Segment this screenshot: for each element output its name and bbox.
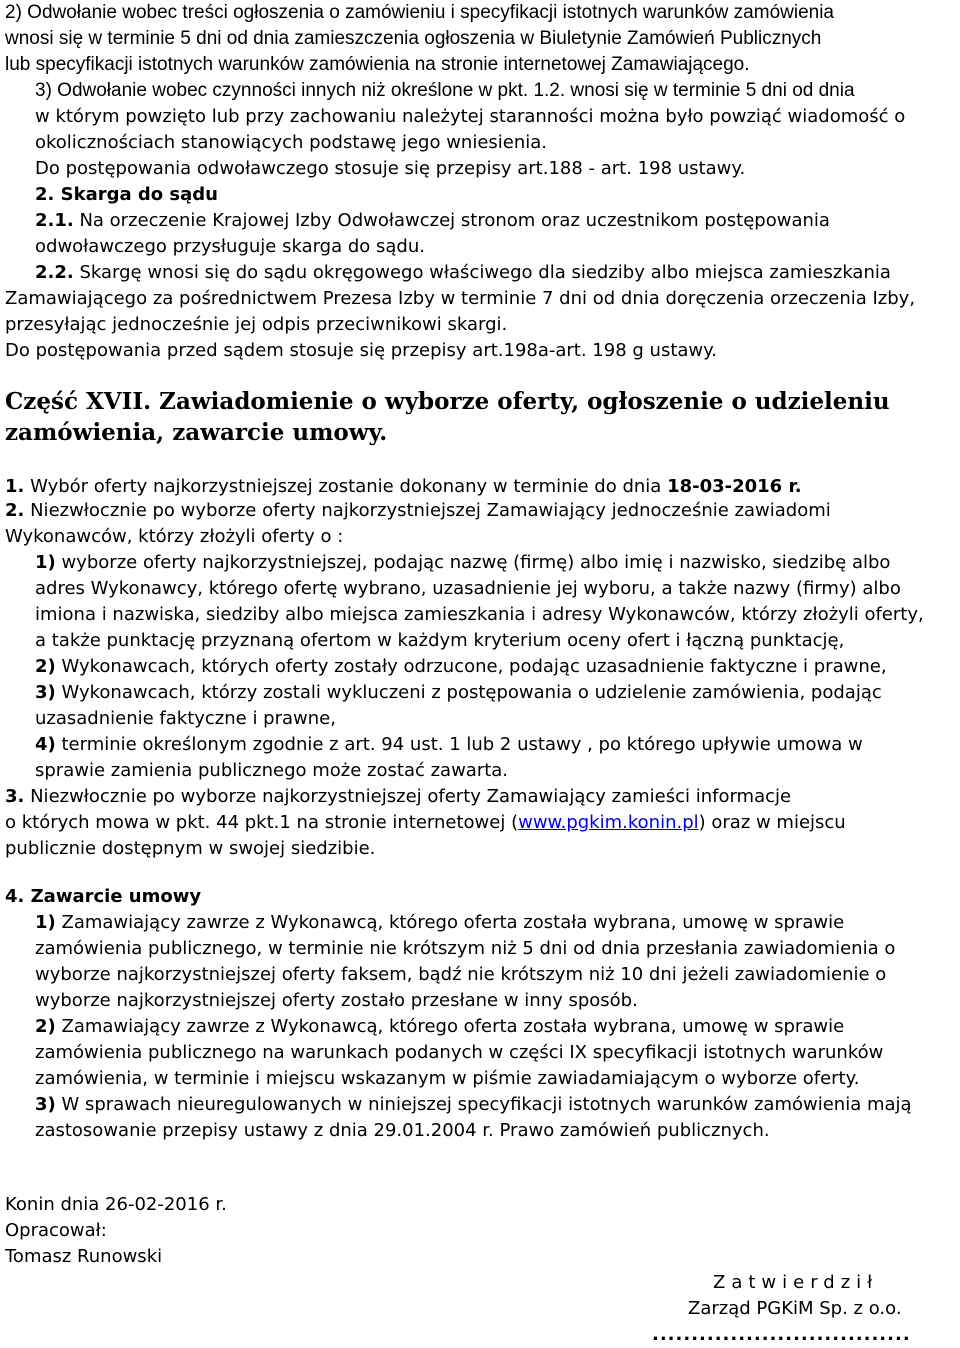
contract-c1-text: Zamawiający zawrze z Wykonawcą, którego oferta została wybrana, umowę w sprawie: [55, 912, 845, 933]
part17-s2-line-1: [5, 498, 831, 524]
appeal-line-1: 2) Odwołanie wobec treści ogłoszenia o zamówieniu i specyfikacji istotnych warunków zamówienia: [5, 2, 834, 23]
part17-i3-line-2: uzasadnienie faktyczne i prawne,: [35, 708, 336, 729]
part17-i3-text: Wykonawcach, którzy zostali wykluczeni z postępowania o udzielenie zamówienia, podając: [55, 682, 882, 703]
part17-s2-text: Niezwłocznie po wyborze oferty najkorzystniejszej Zamawiający jednocześnie zawiadomi: [24, 500, 831, 521]
contract-c2-line-2: zamówienia publicznego na warunkach podanych w części IX specyfikacji istotnych warunków: [35, 1042, 884, 1063]
company-name: Zarząd PGKiM Sp. z o.o.: [688, 1298, 902, 1319]
contract-c2-line-3: zamówienia, w terminie i miejscu wskazanym w piśmie zawiadamiającym o wyborze oferty.: [35, 1068, 860, 1089]
signature-dots: .................................: [652, 1324, 911, 1345]
contract-c2-number: 2): [35, 1016, 56, 1037]
part17-s1-date: 18-03-2016 r.: [667, 476, 802, 497]
part17-i1-line-2: adres Wykonawcy, którego ofertę wybrano, uzasadnienie jej wyboru, a także nazwy (firmy) albo: [35, 578, 901, 599]
part17-s3-line-3: publicznie dostępnym w swojej siedzibie.: [5, 838, 376, 859]
website-link[interactable]: www.pgkim.konin.pl: [518, 812, 699, 833]
part17-i2-number: 2): [35, 656, 56, 677]
court-p21-line-2: odwoławczego przysługuje skarga do sądu.: [35, 236, 425, 257]
appeal-line-6: okolicznościach stanowiących podstawę jego wniesienia.: [35, 132, 548, 153]
part17-i4-number: 4): [35, 734, 56, 755]
contract-heading: 4. Zawarcie umowy: [5, 886, 202, 907]
court-p22-line-4: Do postępowania przed sądem stosuje się przepisy art.198a-art. 198 g ustawy.: [5, 340, 717, 361]
part17-i1-line-1: [35, 550, 890, 576]
appeal-line-2: wnosi się w terminie 5 dni od dnia zamieszczenia ogłoszenia w Biuletynie Zamówień Publicznych: [5, 28, 822, 49]
court-p22-line-2: Zamawiającego za pośrednictwem Prezesa Izby w terminie 7 dni od dnia doręczenia orzeczenia Izby,: [5, 288, 916, 309]
contract-c1-line-1: [35, 910, 844, 936]
part17-s3-text-b: ) oraz w miejscu: [698, 812, 846, 833]
part17-s2-line-2: Wykonawców, którzy złożyli oferty o :: [5, 526, 344, 547]
contract-c3-line-2: zastosowanie przepisy ustawy z dnia 29.01.2004 r. Prawo zamówień publicznych.: [35, 1120, 770, 1141]
part17-i3-line-1: [35, 680, 882, 706]
contract-c2-text: Zamawiający zawrze z Wykonawcą, którego oferta została wybrana, umowę w sprawie: [55, 1016, 845, 1037]
court-heading: 2. Skarga do sądu: [35, 184, 218, 205]
appeal-line-5: w którym powzięto lub przy zachowaniu należytej staranności można było powziąć wiadomość o: [35, 106, 906, 127]
part17-i4-line-2: sprawie zamienia publicznego może zostać zawarta.: [35, 760, 509, 781]
approve-label: Zatwierdził: [713, 1272, 879, 1293]
part17-i2-text: Wykonawcach, których oferty zostały odrzucone, podając uzasadnienie faktyczne i prawne,: [55, 656, 887, 677]
court-p22-number: 2.2.: [35, 262, 74, 283]
court-p22-text: Skargę wnosi się do sądu okręgowego właściwego dla siedziby albo miejsca zamieszkania: [73, 262, 891, 283]
part17-i4-line-1: [35, 732, 863, 758]
part17-i1-text: wyborze oferty najkorzystniejszej, podając nazwę (firmę) albo imię i nazwisko, siedzibę albo: [55, 552, 891, 573]
appeal-line-4: 3) Odwołanie wobec czynności innych niż określone w pkt. 1.2. wnosi się w terminie 5 dni od dnia: [35, 80, 855, 101]
part17-i2-line-1: [35, 654, 887, 680]
part17-s1-number: 1.: [5, 476, 25, 497]
court-p21-text: Na orzeczenie Krajowej Izby Odwoławczej stronom oraz uczestnikom postępowania: [73, 210, 830, 231]
contract-c1-line-4: wyborze najkorzystniejszej oferty zostało przesłane w inny sposób.: [35, 990, 638, 1011]
part17-s1-text: Wybór oferty najkorzystniejszej zostanie dokonany w terminie do dnia: [24, 476, 668, 497]
part17-i4-text: terminie określonym zgodnie z art. 94 ust. 1 lub 2 ustawy , po którego upływie umowa w: [55, 734, 863, 755]
contract-c3-text: W sprawach nieuregulowanych w niniejszej specyfikacji istotnych warunków zamówienia mają: [55, 1094, 912, 1115]
prepared-name: Tomasz Runowski: [5, 1246, 163, 1267]
contract-c1-line-3: wyborze najkorzystniejszej oferty faksem, bądź nie krótszym niż 10 dni jeżeli zawiadomienie o: [35, 964, 887, 985]
part17-i1-line-4: a także punktację przyznaną ofertom w każdym kryterium oceny ofert i łączną punktację,: [35, 630, 845, 651]
court-p22-line-1: [35, 260, 891, 286]
contract-c2-line-1: [35, 1014, 844, 1040]
part17-s3-number: 3.: [5, 786, 25, 807]
part17-title-line-2: zamówienia, zawarcie umowy.: [5, 419, 388, 446]
appeal-line-7: Do postępowania odwoławczego stosuje się przepisy art.188 - art. 198 ustawy.: [35, 158, 746, 179]
appeal-line-3: lub specyfikacji istotnych warunków zamówienia na stronie internetowej Zamawiającego.: [5, 54, 750, 75]
prepared-label: Opracował:: [5, 1220, 107, 1241]
place-date: Konin dnia 26-02-2016 r.: [5, 1194, 227, 1215]
part17-s3-line-2: [5, 810, 846, 836]
contract-c3-line-1: [35, 1092, 912, 1118]
court-p21-number: 2.1.: [35, 210, 74, 231]
part17-s3-text-a: o których mowa w pkt. 44 pkt.1 na stronie internetowej (: [5, 812, 519, 833]
part17-i1-line-3: imiona i nazwiska, siedziby albo miejsca zamieszkania i adresy Wykonawców, którzy złożyli oferty,: [35, 604, 924, 625]
contract-c3-number: 3): [35, 1094, 56, 1115]
part17-s2-number: 2.: [5, 500, 25, 521]
court-p21-line-1: [35, 208, 830, 234]
part17-i3-number: 3): [35, 682, 56, 703]
contract-c1-line-2: zamówienia publicznego, w terminie nie krótszym niż 5 dni od dnia przesłania zawiadomienia o: [35, 938, 896, 959]
part17-i1-number: 1): [35, 552, 56, 573]
part17-s1-line: [5, 474, 802, 500]
court-p22-line-3: przesyłając jednocześnie jej odpis przeciwnikowi skargi.: [5, 314, 508, 335]
part17-s3-text: Niezwłocznie po wyborze najkorzystniejszej oferty Zamawiający zamieści informacje: [24, 786, 792, 807]
contract-c1-number: 1): [35, 912, 56, 933]
part17-title-line-1: Część XVII. Zawiadomienie o wyborze oferty, ogłoszenie o udzieleniu: [5, 388, 890, 415]
part17-s3-line-1: [5, 784, 791, 810]
